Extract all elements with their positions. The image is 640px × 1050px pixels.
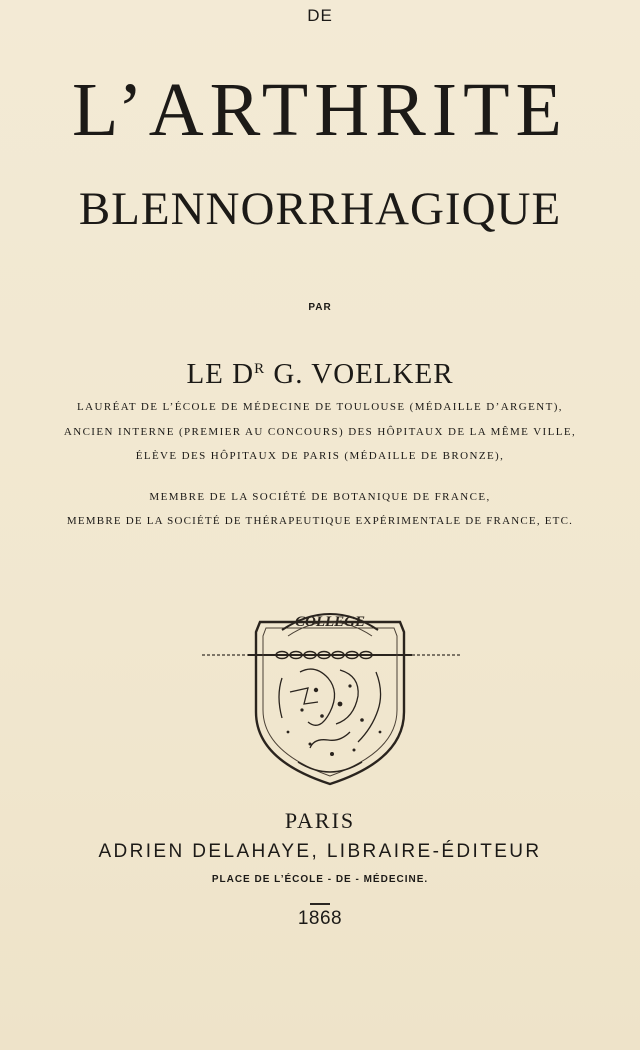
publisher-seal-icon xyxy=(190,592,470,792)
author-surname: G. VOELKER xyxy=(265,358,454,390)
credential-line: ANCIEN INTERNE (PREMIER AU CONCOURS) DES HÔPITAUX DE LA MÊME VILLE, xyxy=(63,426,577,438)
author-title-sup: R xyxy=(254,361,266,377)
year-rule xyxy=(310,903,330,905)
author-name xyxy=(0,360,640,389)
imprint-publisher: ADRIEN DELAHAYE, LIBRAIRE-ÉDITEUR xyxy=(98,841,542,862)
seal-shield-outline xyxy=(256,622,404,784)
imprint-city: PARIS xyxy=(284,808,356,833)
seal-shield-inner xyxy=(263,628,397,776)
credential-line: MEMBRE DE LA SOCIÉTÉ DE THÉRAPEUTIQUE EXPÉRIMENTALE DE FRANCE, ETC. xyxy=(66,515,574,527)
imprint-address: PLACE DE L’ÉCOLE - DE - MÉDECINE. xyxy=(211,874,429,885)
credential-line: LAURÉAT DE L’ÉCOLE DE MÉDECINE DE TOULOUSE (MÉDAILLE D’ARGENT), xyxy=(77,401,563,413)
credential-line: ÉLÈVE DES HÔPITAUX DE PARIS (MÉDAILLE DE BRONZE), xyxy=(135,450,505,462)
by-label: PAR xyxy=(308,302,332,313)
imprint-year: 1868 xyxy=(297,908,343,929)
seal-emblem xyxy=(279,669,381,748)
preposition-de: DE xyxy=(307,6,333,25)
book-subtitle: BLENNORRHAGIQUE xyxy=(78,183,562,235)
credential-line: MEMBRE DE LA SOCIÉTÉ DE BOTANIQUE DE FRANCE, xyxy=(149,491,491,503)
seal-bottom-scroll xyxy=(298,762,362,772)
book-title: L’ARTHRITE xyxy=(72,68,568,152)
seal-lettering: COLLEGE xyxy=(294,614,366,630)
author-prefix: LE D xyxy=(186,358,255,390)
